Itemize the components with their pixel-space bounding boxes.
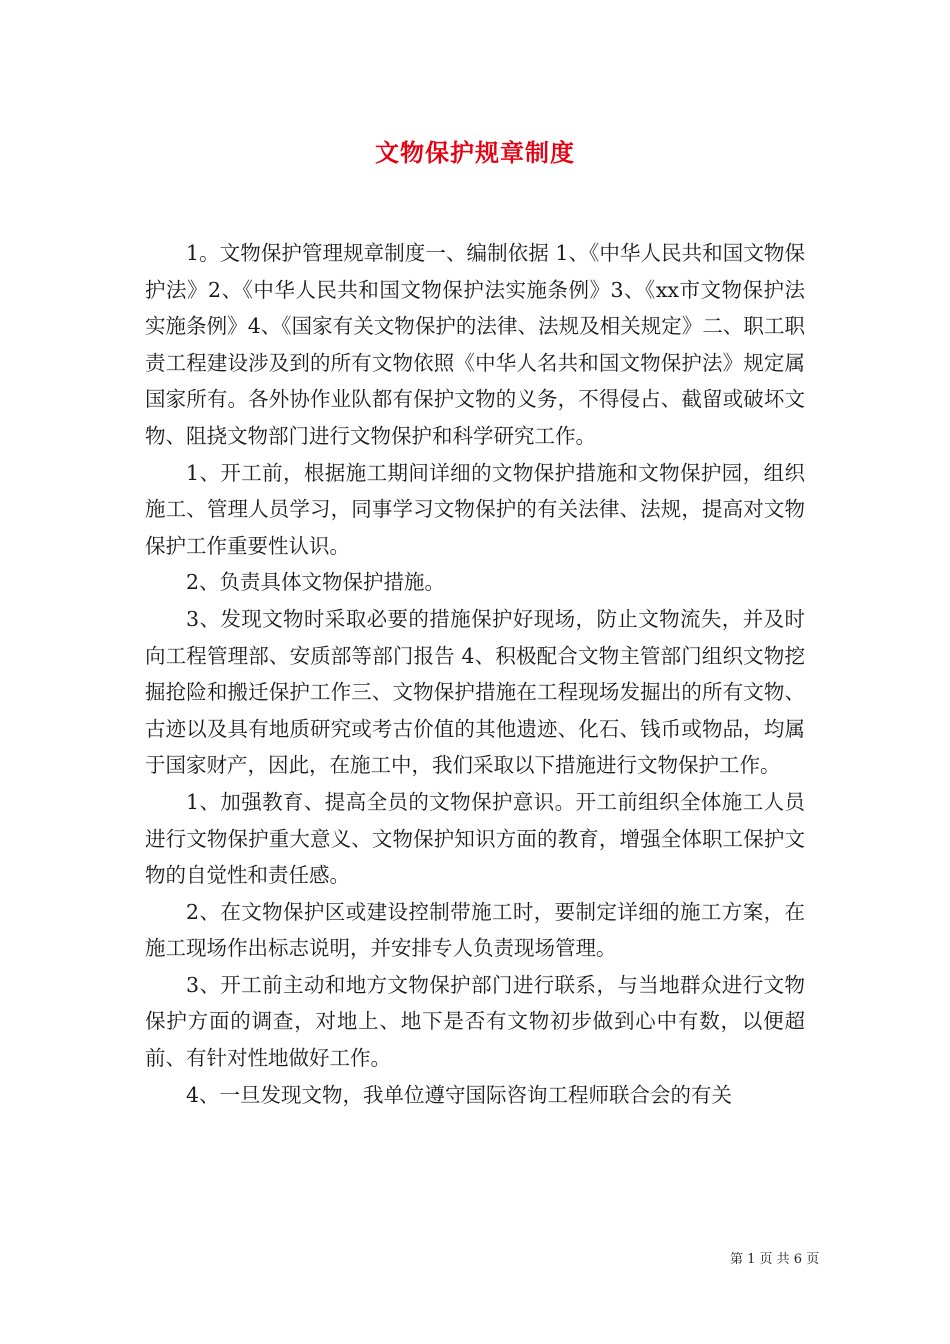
paragraph-7: 3、开工前主动和地方文物保护部门进行联系，与当地群众进行文物保护方面的调查，对地上、地下是否有文物初步做到心中有数，以便超前、有针对性地做好工作。 xyxy=(145,972,805,1071)
paragraph-5: 1、加强教育、提高全员的文物保护意识。开工前组织全体施工人员进行文物保护重大意义、文物保护知识方面的教育，增强全体职工保护文物的自觉性和责任感。 xyxy=(145,789,805,888)
paragraph-4: 3、发现文物时采取必要的措施保护好现场，防止文物流失，并及时向工程管理部、安质部等部门报告 4、积极配合文物主管部门组织文物挖掘抢险和搬迁保护工作三、文物保护措施在工程现场发掘出的所有文物、古迹以及具有地质研究或考古价值的其他遗迹、化石、钱币或物品，均属于国家财产，因此，在施工中，我们采取以下措施进行文物保护工作。 xyxy=(145,606,805,778)
paragraph-3: 2、负责具体文物保护措施。 xyxy=(186,570,446,595)
paragraph-8: 4、一旦发现文物，我单位遵守国际咨询工程师联合会的有关 xyxy=(186,1082,733,1107)
paragraph-2: 1、开工前，根据施工期间详细的文物保护措施和文物保护园，组织施工、管理人员学习，同事学习文物保护的有关法律、法规，提高对文物保护工作重要性认识。 xyxy=(145,460,805,558)
paragraph-1: 1。文物保护管理规章制度一、编制依据 1、《中华人民共和国文物保护法》2、《中华人民共和国文物保护法实施条例》3、《xx市文物保护法实施条例》4、《国家有关文物保护的法律、法规及相关规定》二、职工职责工程建设涉及到的所有文物依照《中华人名共和国文物保护法》规定属国家所有。各外协作业队都有保护文物的义务，不得侵占、截留或破坏文物、阻挠文物部门进行文物保护和科学研究工作。 xyxy=(145,241,805,448)
document-title: 文物保护规章制度 xyxy=(375,138,575,167)
page-number-footer: 第 1 页 共 6 页 xyxy=(730,1252,820,1267)
paragraph-6: 2、在文物保护区或建设控制带施工时，要制定详细的施工方案，在施工现场作出标志说明，并安排专人负责现场管理。 xyxy=(145,899,805,961)
document-body xyxy=(145,235,805,1113)
